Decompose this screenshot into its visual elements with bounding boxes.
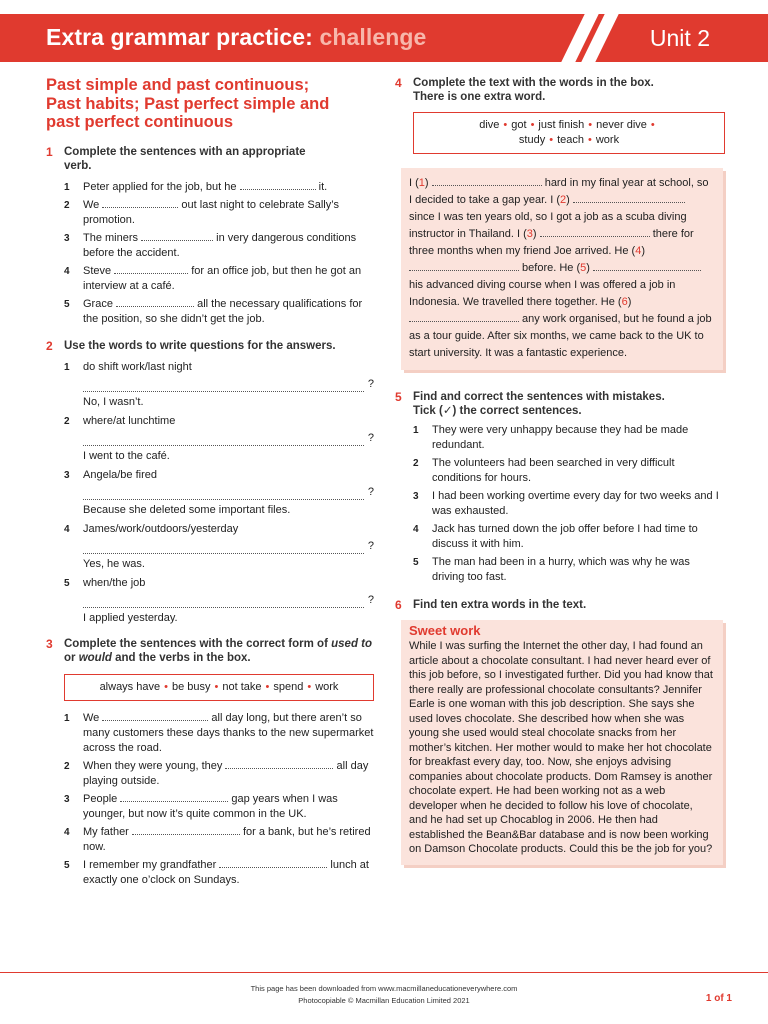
text-fragment: hard in my final year at school, so I decided to take a gap year. I ( <box>409 177 709 206</box>
item-text: it. <box>315 180 328 193</box>
list-item <box>64 522 374 572</box>
list-item <box>64 297 374 327</box>
section-title-line: Past habits; Past perfect simple and <box>46 94 330 113</box>
item-text: gap years when I was younger, but now it’s quite common in the UK. <box>83 792 338 820</box>
text-fragment: I ( <box>409 177 419 189</box>
text-fragment: ) <box>566 194 573 206</box>
question-mark: ? <box>367 593 374 606</box>
answer-blank[interactable] <box>83 598 364 608</box>
exercise-instruction <box>46 145 374 173</box>
list-item <box>64 792 374 822</box>
answer-blank[interactable] <box>102 198 178 208</box>
separator-dot: • <box>588 119 593 131</box>
answer-line <box>83 431 374 446</box>
answer-blank[interactable] <box>132 825 240 835</box>
item-prompt: Angela/be fired <box>83 468 157 481</box>
list-item <box>64 468 374 518</box>
item-prompt: where/at lunchtime <box>83 414 176 427</box>
word-box-row <box>424 118 714 133</box>
item-text: for a bank, but he’s retired now. <box>83 825 371 853</box>
list-item <box>413 555 725 585</box>
separator-dot: • <box>549 134 554 146</box>
item-text: Peter applied for the job, but he <box>83 180 240 193</box>
item-number: 2 <box>64 415 70 427</box>
text-fragment: since I was ten years old, so I got a job as a scuba diving instructor in Thailand. I ( <box>409 211 687 240</box>
item-number: 3 <box>413 491 419 502</box>
list-item <box>413 456 725 486</box>
separator-dot: • <box>650 119 655 131</box>
list-item <box>64 360 374 410</box>
item-text: Steve <box>83 264 115 277</box>
answer-blank[interactable] <box>83 382 364 392</box>
item-answer: Yes, he was. <box>83 557 145 570</box>
exercise-number: 3 <box>46 636 53 651</box>
exercise-3 <box>46 637 374 888</box>
item-answer: Because she deleted some important files. <box>83 503 291 516</box>
item-text: all day long, but there aren’t so many customers these days thanks to the new supermarket across the road. <box>83 711 374 754</box>
reading-text-box <box>401 620 723 865</box>
footer-divider <box>0 972 768 973</box>
word-box-item: study <box>518 134 546 146</box>
item-number: 5 <box>64 577 70 589</box>
right-column <box>395 72 725 865</box>
answer-blank[interactable] <box>409 312 519 322</box>
page-title <box>46 24 426 51</box>
item-text: I had been working overtime every day for two weeks and I was exhausted. <box>432 490 719 517</box>
reading-body: While I was surfing the Internet the other day, I had found an article about a chocolate consultant. I had never heard ever of this job before, so I investigated further. Did you had know that there really are professional chocolate consultants? Jennifer Earle is one woman with this job description. She says she used loves chocolate. She described how when she was young she used would steal chocolate snacks from her mother’s kitchen. Her mother would to make her hot chocolate for breakfast every day, too. Now, she enjoys advising companies about chocolate products. Dom Ramsey is another chocolate expert. He had been working not as a web developer when he decided to follow his love of chocolate, and he had set up Chocablog in 2006. He then had established the Bean&Bar database and is now been working on Damson Chocolate products. Could this be the job for you? <box>409 640 713 855</box>
answer-line <box>83 539 374 554</box>
question-mark: ? <box>367 485 374 498</box>
instruction-emphasis: used to <box>331 637 373 650</box>
exercise-instruction: Find ten extra words in the text. <box>413 599 587 611</box>
instruction-text: Complete the sentences with the correct form of <box>64 637 328 650</box>
word-box-item: never dive <box>596 119 647 131</box>
text-fragment: ) <box>586 262 593 274</box>
word-box-item: dive <box>479 119 500 131</box>
instruction-line: Complete the sentences with an appropriate <box>64 145 306 158</box>
answer-blank[interactable] <box>540 227 650 237</box>
text-fragment: before. He ( <box>519 262 581 274</box>
text-fragment: ) <box>641 245 646 257</box>
gap-fill-text-box <box>401 168 723 370</box>
item-number: 4 <box>413 524 419 535</box>
reading-title: Sweet work <box>409 623 481 638</box>
text-fragment: ) <box>424 177 432 189</box>
answer-blank[interactable] <box>593 261 701 271</box>
item-text: Grace <box>83 297 117 310</box>
unit-label: Unit 2 <box>649 25 710 51</box>
answer-line <box>83 377 374 392</box>
item-number: 1 <box>64 361 70 373</box>
exercise-number: 2 <box>46 338 53 353</box>
item-text: in very dangerous conditions before the accident. <box>83 231 357 259</box>
exercise-2 <box>46 339 374 626</box>
answer-blank[interactable] <box>409 261 519 271</box>
list-item <box>64 825 374 855</box>
answer-blank[interactable] <box>114 264 188 274</box>
answer-blank[interactable] <box>141 231 213 241</box>
answer-blank[interactable] <box>225 759 333 769</box>
instruction-text: or <box>64 651 79 664</box>
word-box <box>413 112 725 154</box>
list-item <box>64 198 374 228</box>
page-number: 1 of 1 <box>705 993 732 1004</box>
item-number: 3 <box>64 469 70 481</box>
answer-blank[interactable] <box>219 858 327 868</box>
exercise-items <box>46 711 374 888</box>
instruction-line: Complete the text with the words in the box. <box>413 77 654 89</box>
page-title-main: Extra grammar practice: <box>46 24 313 50</box>
left-column <box>46 72 374 891</box>
section-title <box>46 76 374 132</box>
exercise-items <box>395 423 725 585</box>
word-box <box>64 674 374 701</box>
exercise-1 <box>46 145 374 327</box>
item-number: 2 <box>64 760 70 772</box>
section-title-line: past perfect continuous <box>46 113 234 131</box>
separator-dot: • <box>164 680 168 693</box>
gap-number: 4 <box>635 245 642 257</box>
item-number: 4 <box>64 265 70 277</box>
item-text: When they were young, they <box>83 759 226 772</box>
item-prompt: when/the job <box>83 576 146 589</box>
list-item <box>64 414 374 464</box>
instruction-text: and the verbs in the box. <box>111 651 251 664</box>
list-item <box>64 180 374 195</box>
exercise-number: 4 <box>395 76 402 90</box>
item-number: 2 <box>64 199 70 211</box>
question-mark: ? <box>367 539 374 552</box>
word-box-item: spend <box>273 680 304 693</box>
gap-number: 2 <box>560 194 567 206</box>
item-text: Jack has turned down the job offer before I had time to discuss it with him. <box>432 523 698 550</box>
exercise-4 <box>395 76 725 370</box>
item-number: 4 <box>64 523 70 535</box>
word-box-item: always have <box>99 680 161 693</box>
item-text: lunch at exactly one o’clock on Sundays. <box>83 858 369 886</box>
item-text: for an office job, but then he got an interview at a café. <box>83 264 362 292</box>
item-number: 5 <box>64 859 70 871</box>
answer-blank[interactable] <box>83 490 364 500</box>
item-text: People <box>83 792 121 805</box>
item-text: The miners <box>83 231 142 244</box>
item-text: all day playing outside. <box>83 759 369 787</box>
answer-blank[interactable] <box>120 792 228 802</box>
list-item <box>64 759 374 789</box>
exercise-items <box>46 180 374 327</box>
item-number: 2 <box>413 458 419 469</box>
list-item <box>413 489 725 519</box>
footer-download-note: This page has been downloaded from www.macmillaneducationeverywhere.com <box>250 984 518 993</box>
answer-blank[interactable] <box>432 176 542 186</box>
item-prompt: James/work/outdoors/yesterday <box>83 522 239 535</box>
word-box-item: got <box>511 119 527 131</box>
item-number: 5 <box>64 298 70 310</box>
question-mark: ? <box>367 431 374 444</box>
word-box-item: teach <box>557 134 584 146</box>
item-number: 1 <box>64 181 70 193</box>
item-number: 3 <box>64 232 70 244</box>
instruction-line: There is one extra word. <box>413 91 546 103</box>
word-box-row <box>424 133 714 148</box>
instruction-line: verb. <box>64 159 92 172</box>
list-item <box>413 522 725 552</box>
separator-dot: • <box>503 119 508 131</box>
item-number: 1 <box>413 425 419 436</box>
gap-number: 1 <box>418 177 425 189</box>
answer-line <box>83 485 374 500</box>
separator-dot: • <box>307 680 312 693</box>
exercise-number: 1 <box>46 144 53 159</box>
list-item <box>64 858 374 888</box>
exercise-number: 6 <box>395 598 402 612</box>
list-item <box>64 264 374 294</box>
gap-number: 3 <box>526 228 533 240</box>
text-fragment: there for three months when my friend Joe arrived. He ( <box>409 228 694 257</box>
text-fragment: his advanced diving course when I was offered a job in Indonesia. We travelled there together. He ( <box>409 279 676 308</box>
separator-dot: • <box>265 680 270 693</box>
item-text: out last night to celebrate Sally’s promotion. <box>83 198 339 226</box>
item-number: 4 <box>64 826 70 838</box>
list-item <box>64 231 374 261</box>
separator-dot: • <box>587 134 592 146</box>
answer-blank[interactable] <box>83 544 364 554</box>
item-text: We <box>83 198 103 211</box>
gap-number: 5 <box>580 262 587 274</box>
question-mark: ? <box>367 377 374 390</box>
section-title-line: Past simple and past continuous; <box>46 76 310 94</box>
exercise-instruction <box>46 637 374 665</box>
instruction-line: Find and correct the sentences with mistakes. <box>413 391 665 403</box>
text-fragment: ) <box>627 296 632 308</box>
word-box-item: be busy <box>171 680 211 693</box>
item-text: My father <box>83 825 132 838</box>
exercise-5 <box>395 390 725 585</box>
answer-blank[interactable] <box>83 436 364 446</box>
item-text: The volunteers had been searched in very difficult conditions for hours. <box>432 457 675 484</box>
exercise-number: 5 <box>395 390 402 404</box>
exercise-instruction: Use the words to write questions for the answers. <box>64 339 336 352</box>
text-fragment: ) <box>532 228 540 240</box>
item-text: The man had been in a hurry, which was why he was driving too fast. <box>432 556 690 583</box>
item-number: 5 <box>413 557 419 568</box>
item-answer: I applied yesterday. <box>83 611 178 624</box>
answer-blank[interactable] <box>573 193 685 203</box>
answer-blank[interactable] <box>240 180 316 190</box>
word-box-item: not take <box>222 680 262 693</box>
item-prompt: do shift work/last night <box>83 360 192 373</box>
item-text: They were very unhappy because they had be made redundant. <box>432 424 689 451</box>
item-answer: I went to the café. <box>83 449 170 462</box>
gap-number: 6 <box>621 296 628 308</box>
item-answer: No, I wasn’t. <box>83 395 144 408</box>
separator-dot: • <box>530 119 535 131</box>
item-number: 1 <box>64 712 70 724</box>
answer-blank[interactable] <box>116 297 194 307</box>
page-title-accent: challenge <box>319 24 427 50</box>
answer-line <box>83 593 374 608</box>
item-text: I remember my grandfather <box>83 858 220 871</box>
separator-dot: • <box>214 680 219 693</box>
list-item <box>64 576 374 626</box>
exercise-items <box>46 360 374 626</box>
exercise-instruction <box>395 76 725 104</box>
answer-blank[interactable] <box>102 711 208 721</box>
exercise-instruction <box>395 390 725 418</box>
instruction-emphasis: would <box>78 651 112 664</box>
item-number: 3 <box>64 793 70 805</box>
list-item <box>413 423 725 453</box>
item-text: all the necessary qualifications for the position, so she didn’t get the job. <box>83 297 363 325</box>
footer-copyright: Photocopiable © Macmillan Education Limited 2021 <box>298 996 470 1005</box>
word-box-item: work <box>595 134 620 146</box>
exercise-6 <box>395 598 725 865</box>
page-header <box>0 0 768 68</box>
list-item <box>64 711 374 756</box>
word-box-item: just finish <box>538 119 585 131</box>
word-box-item: work <box>315 680 339 693</box>
instruction-line: Tick (✓) the correct sentences. <box>413 405 582 417</box>
text-fragment: any work organised, but he found a job as a tour guide. After six months, we came back to the UK to start university. It was a fantastic experience. <box>409 313 712 359</box>
item-text: We <box>83 711 103 724</box>
